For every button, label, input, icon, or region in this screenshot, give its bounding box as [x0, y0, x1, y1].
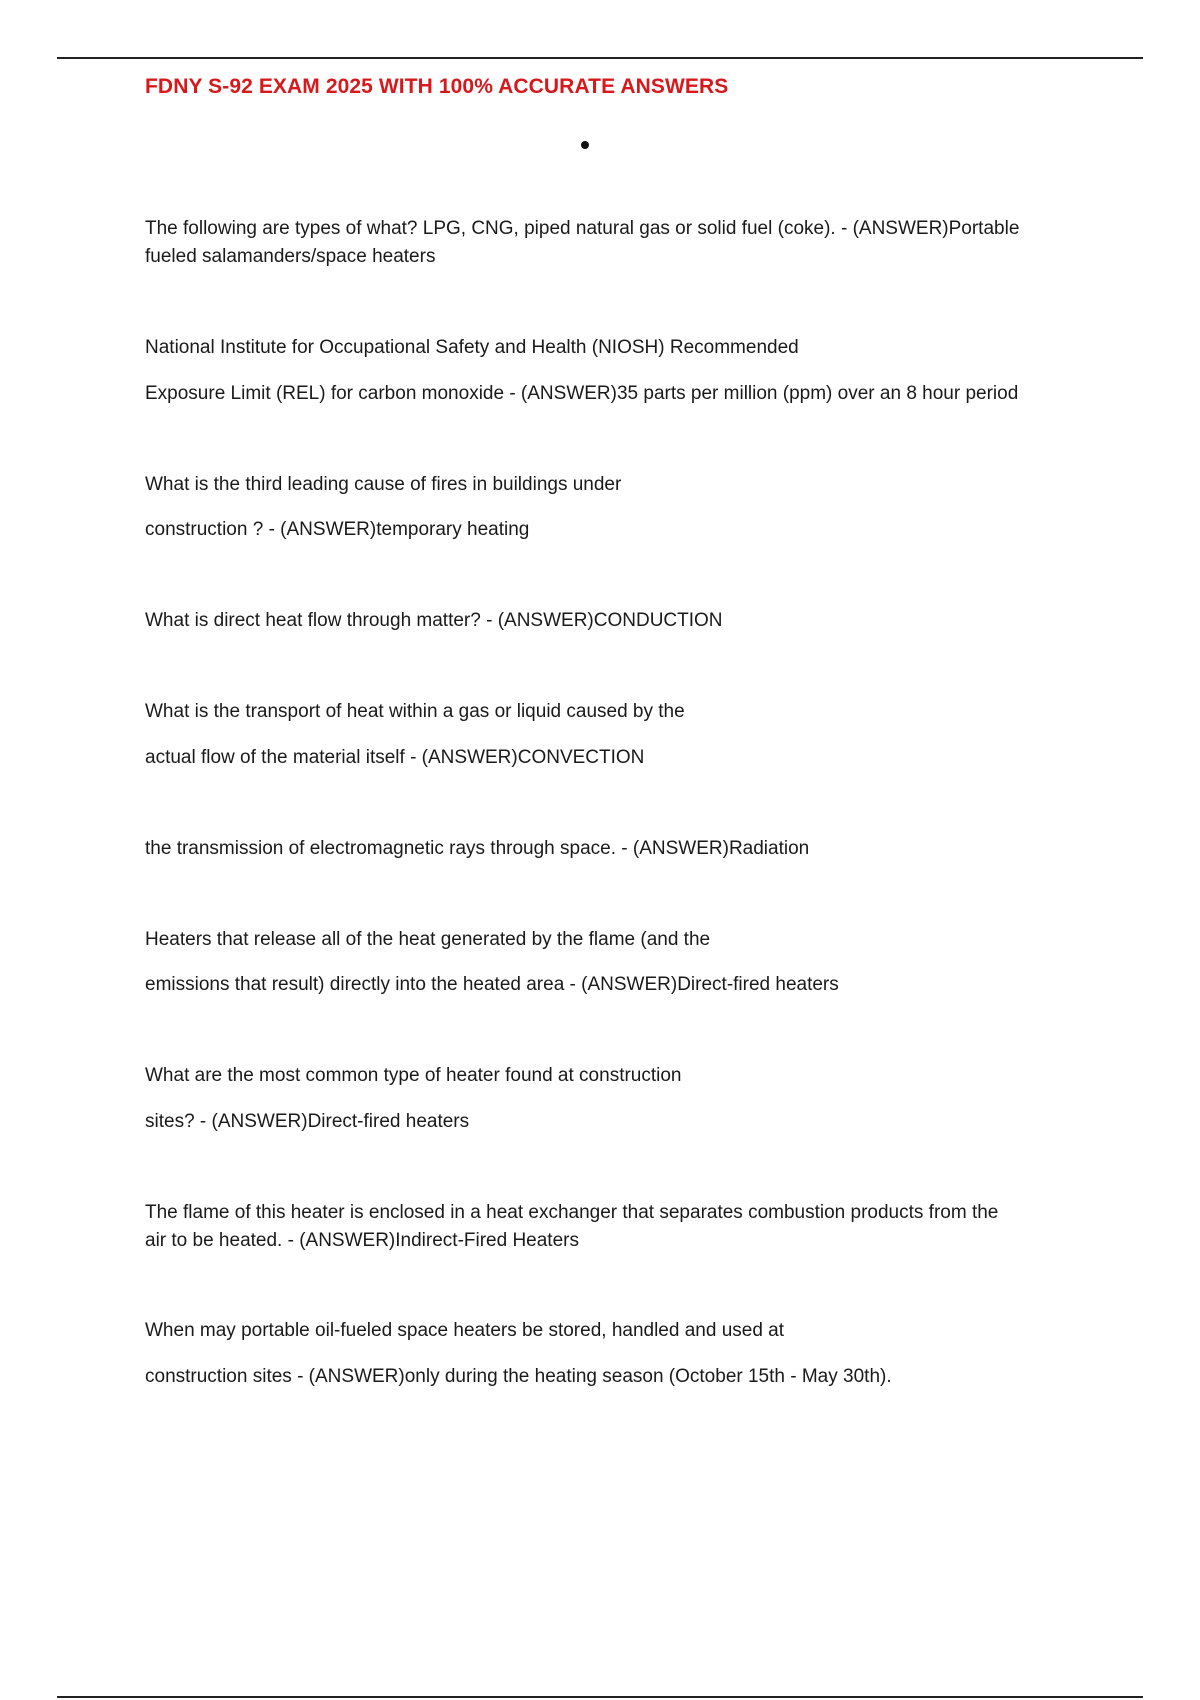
entry-2-line-1: National Institute for Occupational Safety and Health (NIOSH) Recommended [145, 337, 799, 358]
document-title: FDNY S-92 EXAM 2025 WITH 100% ACCURATE ANSWERS [145, 75, 729, 98]
entry-8-line-1: What are the most common type of heater found at construction [145, 1065, 682, 1086]
entry-7-line-1: Heaters that release all of the heat generated by the flame (and the [145, 929, 711, 950]
entry-4-line-1: What is direct heat flow through matter? - (ANSWER)CONDUCTION [145, 610, 723, 631]
entry-10-line-2: construction sites - (ANSWER)only during the heating season (October 15th - May 30th). [145, 1366, 892, 1387]
entry-7-line-2: emissions that result) directly into the heated area - (ANSWER)Direct-fired heaters [145, 974, 839, 995]
entry-3-line-2: construction ? - (ANSWER)temporary heating [145, 519, 530, 540]
entry-10-line-1: When may portable oil-fueled space heaters be stored, handled and used at [145, 1320, 785, 1341]
bottom-divider [57, 1696, 1143, 1698]
top-divider [57, 57, 1143, 59]
entry-9-line-1: The flame of this heater is enclosed in a heat exchanger that separates combustion products from the [145, 1202, 999, 1223]
entry-1-line-1: The following are types of what? LPG, CNG, piped natural gas or solid fuel (coke). - (ANSWER)Portable [145, 218, 1020, 239]
entry-9-line-2: air to be heated. - (ANSWER)Indirect-Fired Heaters [145, 1230, 579, 1251]
entry-1-line-2: fueled salamanders/space heaters [145, 246, 436, 267]
entry-5-line-1: What is the transport of heat within a gas or liquid caused by the [145, 701, 685, 722]
entry-8-line-2: sites? - (ANSWER)Direct-fired heaters [145, 1111, 470, 1132]
entry-5-line-2: actual flow of the material itself - (ANSWER)CONVECTION [145, 747, 645, 768]
entry-2-line-2: Exposure Limit (REL) for carbon monoxide - (ANSWER)35 parts per million (ppm) over an 8 hour period [145, 383, 1019, 404]
bullet-point [581, 141, 589, 149]
entry-3-line-1: What is the third leading cause of fires in buildings under [145, 474, 622, 495]
entry-6-line-1: the transmission of electromagnetic rays through space. - (ANSWER)Radiation [145, 838, 810, 859]
